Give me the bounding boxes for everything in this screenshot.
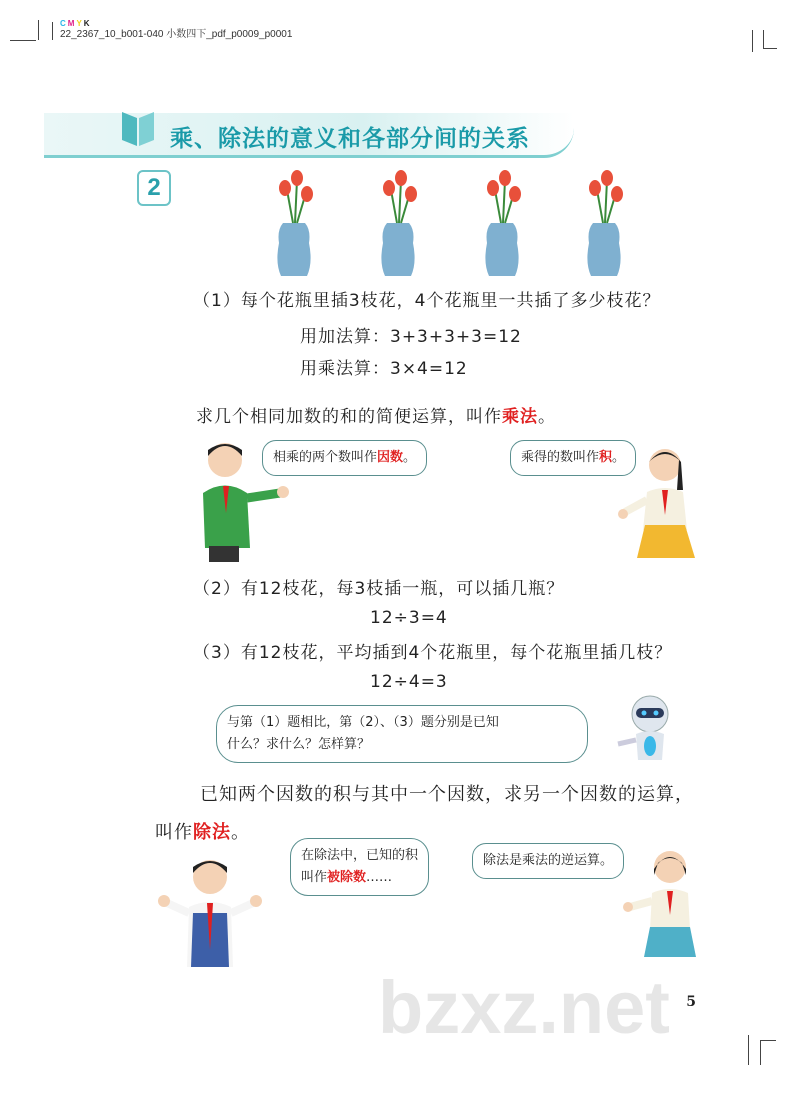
equation-2: 12÷3=4 [370, 608, 448, 628]
page-number: 5 [686, 994, 696, 1010]
girl-illustration-2 [620, 845, 710, 960]
term-division: 除法 [193, 822, 231, 843]
multiplication-method: 用乘法算：3×4=12 [300, 359, 468, 379]
cmyk-c: C [60, 19, 66, 28]
watermark: bzxz.net [378, 966, 670, 1049]
bubble-suffix: …… [366, 870, 393, 885]
crop-mark [760, 1040, 761, 1065]
question-3: （3）有12枝花，平均插到4个花瓶里，每个花瓶里插几枝？ [193, 643, 673, 663]
cmyk-m: M [67, 19, 75, 28]
cmyk-k: K [83, 19, 90, 28]
book-icon [120, 108, 156, 148]
equation-3: 12÷4=3 [370, 672, 448, 692]
bubble-line-1: 与第（1）题相比，第（2）、（3）题分别是已知 [227, 715, 499, 730]
speech-bubble-dividend [290, 838, 429, 896]
crop-mark [752, 30, 753, 52]
crop-mark [748, 1035, 749, 1065]
speech-bubble-inverse: 除法是乘法的逆运算。 [472, 843, 624, 879]
bubble-suffix: 。 [612, 450, 626, 465]
division-definition-line2 [155, 818, 250, 844]
def-suffix: 。 [231, 822, 250, 843]
question-1: （1）每个花瓶里插3枝花，4个花瓶里一共插了多少枝花？ [193, 291, 661, 311]
bubble-text: 叫作 [301, 870, 328, 885]
section-title: 乘、除法的意义和各部分间的关系 [170, 125, 530, 152]
speech-bubble-robot [216, 705, 588, 763]
bubble-suffix: 。 [403, 450, 417, 465]
cmyk-marks [60, 18, 292, 29]
bubble-text: 相乘的两个数叫作 [273, 450, 378, 465]
crop-mark [763, 30, 764, 48]
def-text: 求几个相同加数的和的简便运算，叫作 [196, 407, 502, 427]
print-meta [60, 18, 292, 40]
bubble-line-1: 在除法中，已知的积 [301, 848, 419, 863]
division-definition-line1: 已知两个因数的积与其中一个因数，求另一个因数的运算， [200, 784, 694, 805]
boy-illustration-2 [155, 855, 265, 985]
crop-mark [52, 22, 53, 40]
term-factor: 因数 [377, 450, 404, 465]
example-number: 2 [137, 170, 171, 206]
robot-illustration [612, 692, 682, 762]
girl-illustration [615, 440, 705, 560]
crop-mark [760, 1040, 776, 1041]
crop-mark [10, 40, 36, 41]
def-text: 叫作 [155, 822, 193, 843]
multiplication-definition [196, 402, 556, 427]
def-suffix: 。 [538, 407, 556, 427]
term-multiplication: 乘法 [502, 407, 538, 427]
bubble-text: 乘得的数叫作 [521, 450, 600, 465]
question-2: （2）有12枝花，每3枝插一瓶，可以插几瓶？ [193, 579, 565, 599]
term-dividend: 被除数 [327, 870, 367, 885]
crop-mark [38, 20, 39, 40]
flower-vases-illustration [255, 168, 655, 280]
addition-method: 用加法算：3+3+3+3=12 [300, 327, 522, 347]
crop-mark [763, 48, 777, 49]
term-product: 积 [599, 450, 613, 465]
speech-bubble-factor [262, 440, 427, 476]
file-label: 22_2367_10_b001-040 小数四下_pdf_p0009_p0001 [60, 29, 293, 40]
bubble-line-2: 什么？求什么？怎样算？ [227, 737, 371, 752]
cmyk-y: Y [76, 19, 82, 28]
